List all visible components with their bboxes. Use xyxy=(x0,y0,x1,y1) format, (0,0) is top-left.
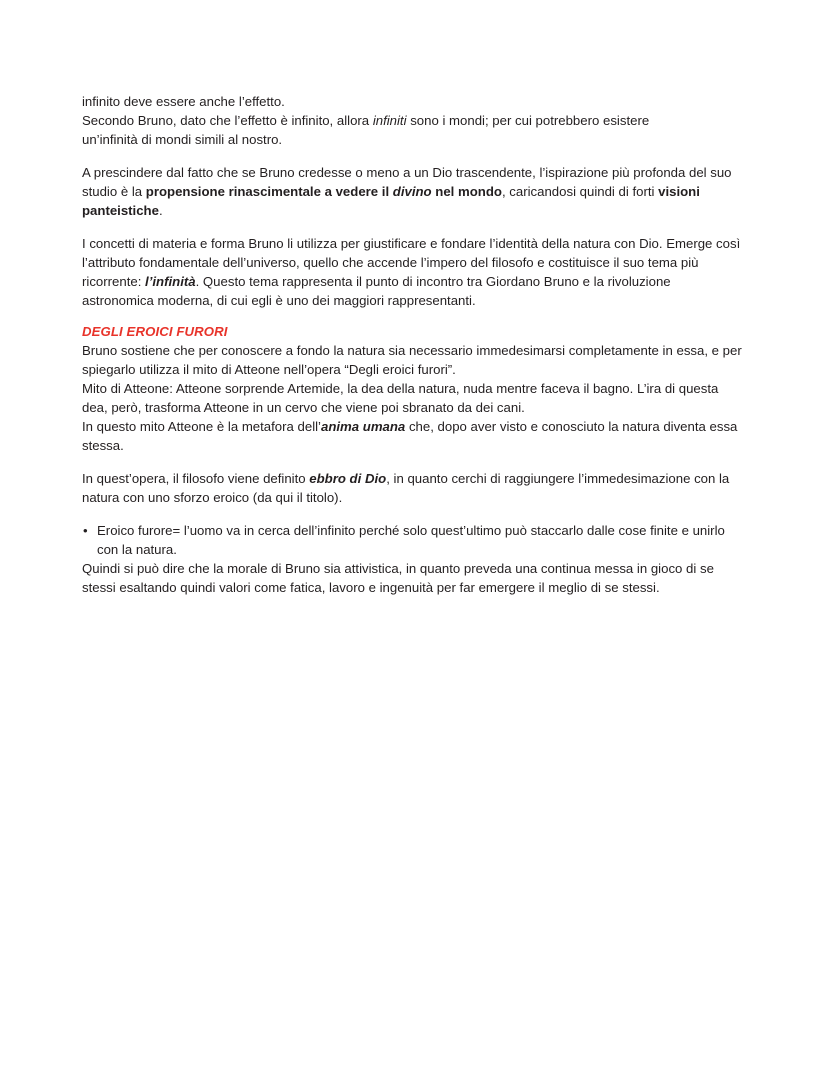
bold-italic-anima-umana: anima umana xyxy=(320,419,406,434)
paragraph-3-part-a: I concetti di materia e forma Bruno li utilizza per giustificare e fondare l’identità della natura con Dio. Emerge così l’attributo fondamentale dell’universo, quello che accende l’impero del filosofo e costituisce il suo tema più ricorrente: xyxy=(82,236,741,289)
spacer-4 xyxy=(82,455,746,469)
document-body xyxy=(82,92,746,597)
spacer-5 xyxy=(82,507,746,521)
bold-italic-divino: divino xyxy=(392,184,432,199)
section-heading-degli-eroici-furori: DEGLI EROICI FURORI xyxy=(82,324,228,339)
paragraph-1 xyxy=(82,92,746,149)
paragraph-4-line-1: Bruno sostiene che per conoscere a fondo la natura sia necessario immedesimarsi completamente in essa, e per spiegarlo utilizza il mito di Atteone nell’opera “Degli eroici furori”. xyxy=(82,343,742,377)
paragraph-5-part-a: In quest’opera, il filosofo viene definito xyxy=(82,471,310,486)
paragraph-4-line-2: Mito di Atteone: Atteone sorprende Artemide, la dea della natura, nuda mentre faceva il bagno. L’ira di questa dea, però, trasforma Atteone in un cervo che viene poi sbranato da dei cani. xyxy=(82,381,719,415)
paragraph-5-part-b: , in quanto cerchi di raggiungere l’immedesimazione con la natura con uno sforzo eroico (da qui il titolo). xyxy=(82,471,730,505)
bold-italic-infinita: l’infinità xyxy=(145,274,196,289)
emphasis-infiniti: infiniti xyxy=(372,113,407,128)
bold-visioni-panteistiche: visioni panteistiche xyxy=(82,184,700,218)
paragraph-4 xyxy=(82,341,746,455)
paragraph-3-part-b: . Questo tema rappresenta il punto di incontro tra Giordano Bruno e la rivoluzione astronomica moderna, di cui egli è uno dei maggiori rappresentanti. xyxy=(82,274,671,308)
paragraph-1-line-2-part-a: Secondo Bruno, dato che l’effetto è infinito, allora xyxy=(82,113,373,128)
bullet-list xyxy=(82,521,746,559)
spacer-3 xyxy=(82,310,746,322)
paragraph-6: Quindi si può dire che la morale di Bruno sia attivistica, in quanto preveda una continua messa in gioco di se stessi esaltando quindi valori come fatica, lavoro e ingenuità per far emergere il meglio di se stessi. xyxy=(82,561,714,595)
bold-propensione: propensione rinascimentale a vedere il xyxy=(145,184,393,199)
paragraph-4-line-3-part-b: che, dopo aver visto e conosciuto la natura diventa essa stessa. xyxy=(82,419,738,453)
bullet-icon: • xyxy=(83,523,88,538)
list-item-text: Eroico furore= l’uomo va in cerca dell’infinito perché solo quest’ultimo può staccarlo dalle cose finite e unirlo con la natura. xyxy=(97,523,725,557)
paragraph-2-part-b: , caricandosi quindi di forti xyxy=(501,184,659,199)
paragraph-4-line-3-part-a: In questo mito Atteone è la metafora dell’ xyxy=(82,419,321,434)
paragraph-1-line-2-part-b: sono i mondi; per cui potrebbero esistere xyxy=(406,113,650,128)
bold-italic-ebbro-di-dio: ebbro di Dio xyxy=(309,471,387,486)
paragraph-2 xyxy=(82,163,746,220)
paragraph-1-line-1: infinito deve essere anche l’effetto. xyxy=(82,94,285,109)
paragraph-5 xyxy=(82,469,746,507)
paragraph-2-part-a: A prescindere dal fatto che se Bruno credesse o meno a un Dio trascendente, l’ispirazione più profonda del suo studio è la xyxy=(82,165,732,199)
paragraph-1-line-3: un’infinità di mondi simili al nostro. xyxy=(82,132,283,147)
paragraph-2-part-c: . xyxy=(158,203,163,218)
paragraph-3 xyxy=(82,234,746,310)
bold-nel-mondo: nel mondo xyxy=(431,184,502,199)
spacer-2 xyxy=(82,220,746,234)
list-item xyxy=(82,521,746,559)
spacer-1 xyxy=(82,149,746,163)
